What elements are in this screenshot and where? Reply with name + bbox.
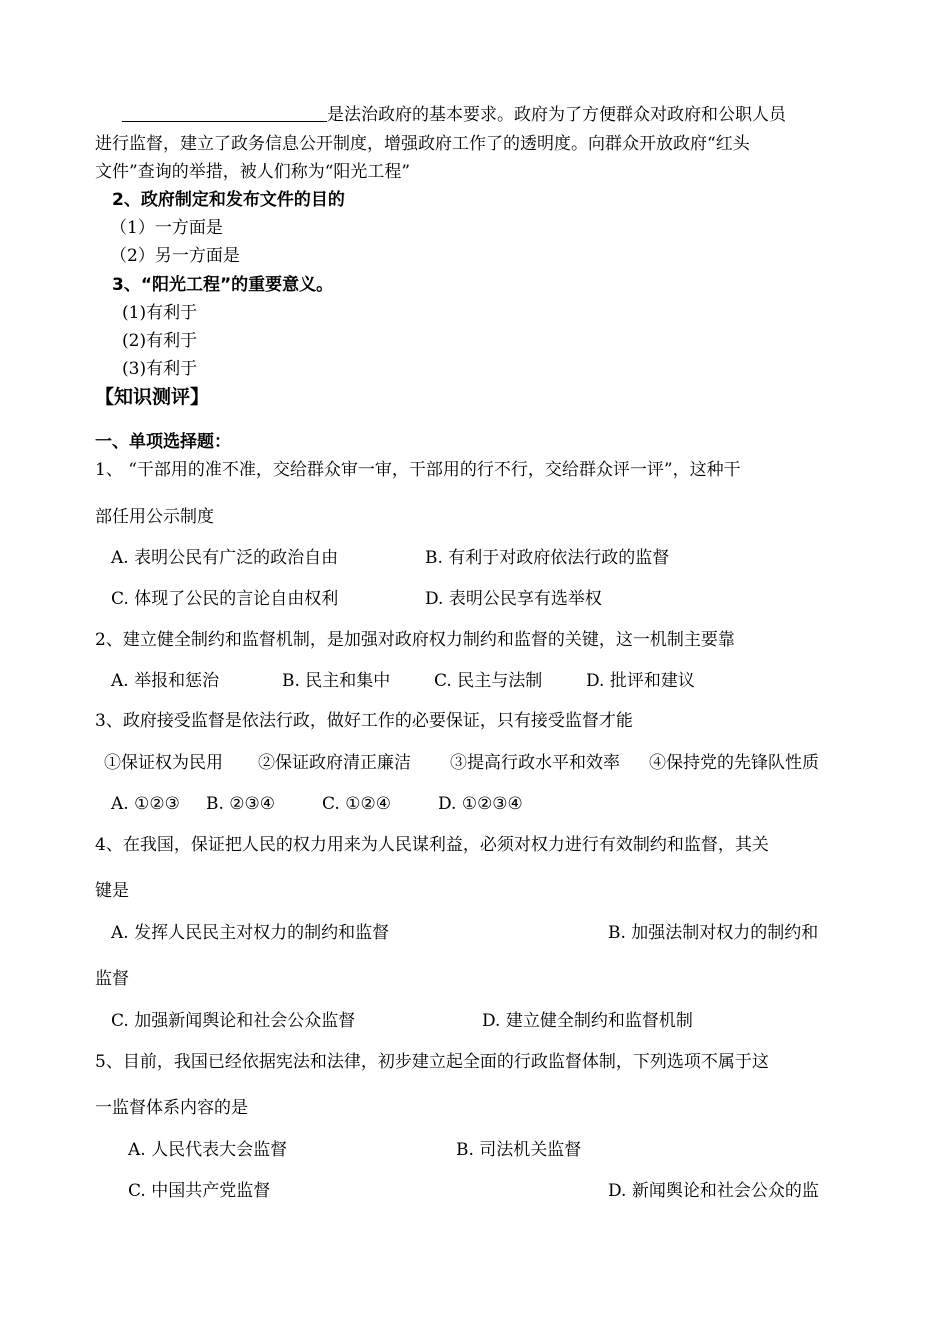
section-2-item-2: （2）另一方面是 [110,246,240,266]
section-3-item-3: (3)有利于 [122,359,198,379]
section-2-item-1: （1）一方面是 [110,218,223,238]
question-3-stem: 3、政府接受监督是依法行政，做好工作的必要保证，只有接受监督才能 [95,711,633,731]
q1-option-b[interactable]: B. 有利于对政府依法行政的监督 [425,548,670,568]
question-5-stem-cont: 一监督体系内容的是 [95,1098,248,1118]
section-3-item-1: (1)有利于 [122,303,198,323]
question-1-stem-cont: 部任用公示制度 [95,507,214,527]
question-5-stem: 5、目前，我国已经依据宪法和法律，初步建立起全面的行政监督体制，下列选项不属于这 [95,1052,769,1072]
question-4-stem-cont: 键是 [95,881,129,901]
q4-option-a[interactable]: A. 发挥人民民主对权力的制约和监督 [111,923,390,943]
q5-option-d[interactable]: D. 新闻舆论和社会公众的监 [608,1181,819,1201]
q3-option-b[interactable]: B. ②③④ [206,794,276,814]
q2-option-b[interactable]: B. 民主和集中 [282,671,391,691]
intro-line-3: 文件”查询的举措，被人们称为“阳光工程” [95,162,411,182]
intro-line-1: 是法治政府的基本要求。政府为了方便群众对政府和公职人员 [122,104,786,126]
q2-option-a[interactable]: A. 举报和惩治 [111,671,220,691]
q1-option-d[interactable]: D. 表明公民享有选举权 [425,589,602,609]
q2-option-c[interactable]: C. 民主与法制 [434,671,543,691]
assessment-header: 【知识测评】 [95,386,210,408]
q3-statement-3: ③提高行政水平和效率 [450,753,620,773]
q2-option-d[interactable]: D. 批评和建议 [586,671,695,691]
q5-option-c[interactable]: C. 中国共产党监督 [128,1181,271,1201]
q3-option-d[interactable]: D. ①②③④ [438,794,523,814]
q3-statement-4: ④保持党的先锋队性质 [649,753,819,773]
question-1-stem: 1、 “干部用的准不准，交给群众审一审，干部用的行不行，交给群众评一评”，这种干 [95,460,741,480]
section-3-item-2: (2)有利于 [122,331,198,351]
fill-in-blank[interactable] [122,105,327,122]
q1-option-c[interactable]: C. 体现了公民的言论自由权利 [111,589,339,609]
q5-option-b[interactable]: B. 司法机关监督 [456,1140,582,1160]
q3-option-a[interactable]: A. ①②③ [111,794,180,814]
q3-statement-1: ①保证权为民用 [104,753,223,773]
section-3-title: 3、“阳光工程”的重要意义。 [112,275,334,295]
intro-line-2: 进行监督，建立了政务信息公开制度，增强政府工作了的透明度。向群众开放政府“红头 [95,134,750,154]
q3-statement-2: ②保证政府清正廉洁 [258,753,411,773]
question-2-stem: 2、建立健全制约和监督机制，是加强对政府权力制约和监督的关键，这一机制主要靠 [95,630,735,650]
q1-option-a[interactable]: A. 表明公民有广泛的政治自由 [111,548,339,568]
q3-option-c[interactable]: C. ①②④ [322,794,391,814]
q4-option-d[interactable]: D. 建立健全制约和监督机制 [482,1011,693,1031]
q5-option-a[interactable]: A. 人民代表大会监督 [128,1140,288,1160]
section-2-title: 2、政府制定和发布文件的目的 [112,190,345,210]
q4-option-c[interactable]: C. 加强新闻舆论和社会公众监督 [111,1011,356,1031]
part-1-header: 一、单项选择题： [95,432,231,452]
question-4-stem: 4、在我国，保证把人民的权力用来为人民谋利益，必须对权力进行有效制约和监督，其关 [95,835,769,855]
q4-option-b[interactable]: B. 加强法制对权力的制约和 [608,923,819,943]
q4-option-b-wrap: 监督 [95,969,129,989]
